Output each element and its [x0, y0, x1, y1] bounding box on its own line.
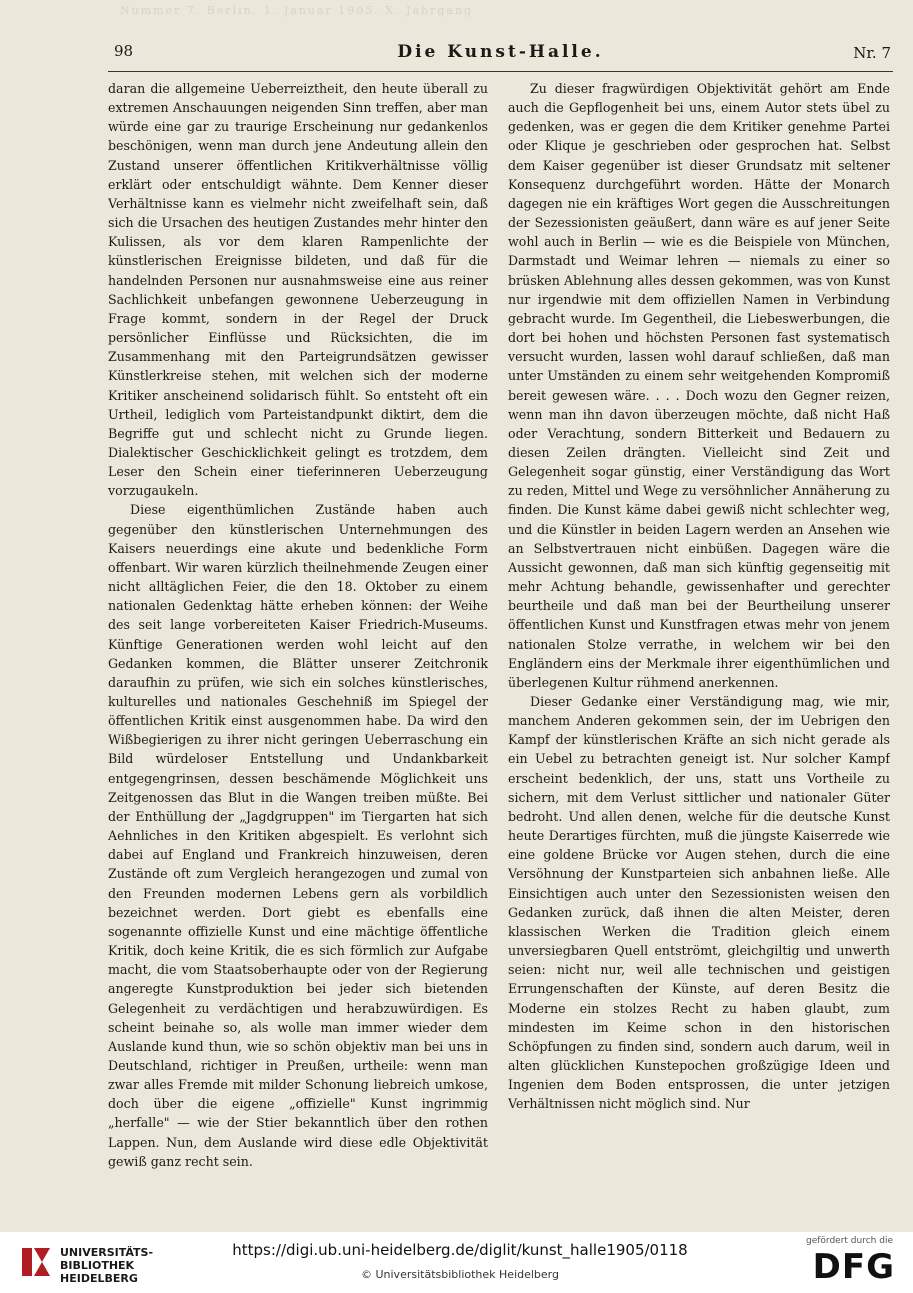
left-column [108, 79, 488, 1189]
issue-number: Nr. 7 [853, 44, 891, 62]
right-column [508, 79, 890, 1189]
bleed-through-text: Nummer 7. Berlin, 1. Januar 1905. X. Jahrgang [120, 4, 474, 17]
paragraph: daran die allgemeine Ueberreiztheit, den heute überall zu extremen Anschauungen neigenden Sinn treffen, aber man würde eine gar zu traurige Erscheinung nur gedankenlos beschönigen, wenn man durch jene Andeutung allein den Zustand unserer öffentlichen Kritikverhältnisse völlig erklärt oder entschuldigt wähnte. Dem Kenner dieser Verhältnisse kann es vielmehr nicht zweifelhaft sein, daß sich die Ursachen des heutigen Zustandes mehr hinter den Kulissen, als vor dem klaren Rampenlichte der künstlerischen Ereignisse bildeten, und daß für die handelnden Personen nur ausnahmsweise eine aus reiner Sachlichkeit unbefangen gewonnene Ueberzeugung in Frage kommt, sondern in der Regel der Druck persönlicher Einflüsse und Rücksichten, die im Zusammenhang mit den Parteigrundsätzen gewisser Künstlerkreise stehen, mit welchen sich der moderne Kritiker anscheinend solidarisch fühlt. So entsteht oft ein Urtheil, lediglich vom Parteistandpunkt diktirt, dem die Begriffe gut und schlecht nicht zu Grunde liegen. Dialektischer Geschicklichkeit gelingt es trotzdem, dem Leser den Schein einer tieferinneren Ueberzeugung vorzugaukeln. [108, 81, 488, 499]
library-emblem-icon [20, 1244, 56, 1280]
library-name-line: BIBLIOTHEK [60, 1259, 135, 1272]
dfg-wordmark: DFG [812, 1247, 895, 1287]
page-header [108, 40, 893, 70]
dfg-logo[interactable] [785, 1236, 895, 1290]
paragraph: Zu dieser fragwürdigen Objektivität gehört am Ende auch die Gepflogenheit bei uns, einem Autor stets übel zu gedenken, was er gegen die dem Kritiker genehme Partei oder Klique je geschrieben oder gesprochen hat. Selbst dem Kaiser gegenüber ist dieser Grundsatz mit seltener Konsequenz durchgeführt worden. Hätte der Monarch dagegen nie ein kräftiges Wort gegen die Ausschreitungen der Sezessionisten geäußert, dann wäre es auf jener Seite wohl auch in Berlin — wie es die Beispiele von München, Darmstadt und Weimar lehren — niemals zu einer so brüsken Ablehnung alles dessen gekommen, was von Kunst nur irgendwie mit dem offiziellen Namen in Verbindung gebracht wurde. Im Gegentheil, die Liebeswerbungen, die dort bei hohen und höchsten Personen fast systematisch versucht wurden, lassen wohl darauf schließen, daß man unter Umständen zu einem sehr weitgehenden Kompromiß bereit gewesen wäre. . . . Doch wozu den Gegner reizen, wenn man ihn davon überzeugen möchte, daß nicht Haß oder Verachtung, sondern Bitterkeit und Bedauern zu diesen Zeilen drängten. Vielleicht sind Zeit und Gelegenheit sogar günstig, einer Verständigung das Wort zu reden, Mittel und Wege zu versöhnlicher Annäherung zu finden. Die Kunst käme dabei gewiß nicht schlechter weg, und die Künstler in beiden Lagern werden an Ansehen wie an Selbstvertrauen nicht einbüßen. Dagegen wäre die Aussicht gewonnen, daß man sich künftig gegenseitig mit mehr Achtung behandle, gewissenhafter und gerechter beurtheile und daß man bei der Beurtheilung unserer öffentlichen Kunst und Kunstfragen etwas mehr von jenem nationalen Stolze verrathe, in welchem wir bei den Engländern eins der Merkmale ihrer eigenthümlichen und überlegenen Kultur rühmend anerkennen. [508, 81, 890, 690]
library-name-line: HEIDELBERG [60, 1272, 138, 1285]
library-name-line: UNIVERSITÄTS- [60, 1246, 154, 1259]
page-number: 98 [114, 42, 134, 60]
copyright-notice: © Universitätsbibliothek Heidelberg [360, 1268, 559, 1281]
running-title: Die Kunst-Halle. [397, 42, 604, 62]
permalink-url[interactable]: https://digi.ub.uni-heidelberg.de/diglit/kunst_halle1905/0118 [232, 1241, 688, 1259]
paragraph: Dieser Gedanke einer Verständigung mag, wie mir, manchem Anderen gekommen sein, der im Uebrigen den Kampf der künstlerischen Kräfte an sich nicht gerade als ein Uebel zu betrachten geneigt ist. Nur solcher Kampf erscheint bedenklich, der uns, statt uns Vortheile zu sichern, mit dem Verlust sittlicher und nationaler Güter bedroht. Und allen denen, welche für die deutsche Kunst heute Derartiges fürchten, muß die jüngste Kaiserrede wie eine goldene Brücke vor Augen stehen, durch die eine Versöhnung der Kunstparteien sich anbahnen ließe. Alle Einsichtigen auch unter den Sezessionisten weisen den Gedanken zurück, daß ihnen die alten Meister, deren klassischen Werken die Tradition gleich einem unversiegbaren Quell entströmt, gleichgiltig und unwerth seien: nicht nur, weil alle technischen und geistigen Errungenschaften der Künste, auf deren Besitz die Moderne ein stolzes Recht zu haben glaubt, zum mindesten im Keime schon in den historischen Schöpfungen zu finden sind, sondern auch darum, weil in alten glücklichen Kunstepochen großzügige Ideen und Ingenien dem Boden entsprossen, die unter jetzigen Verhältnissen nicht möglich sind. Nur [508, 694, 890, 1112]
paragraph: Diese eigenthümlichen Zustände haben auch gegenüber den künstlerischen Unternehmungen des Kaisers neuerdings eine akute und bedenkliche Form offenbart. Wir waren kürzlich theilnehmende Zeugen einer nicht alltäglichen Feier, die den 18. Oktober zu einem nationalen Gedenktag hätte erheben können: der Weihe des seit lange vorbereiteten Kaiser Friedrich-Museums. Künftige Generationen werden wohl leicht auf den Gedanken kommen, die Blätter unserer Zeitchronik daraufhin zu prüfen, wie sich ein solches künstlerisches, kulturelles und nationales Geschehniß im Spiegel der öffentlichen Kritik einst ausgenommen habe. Da wird den Wißbegierigen zu ihrer nicht geringen Ueberraschung ein Bild würdeloser Entstellung und Undankbarkeit entgegengrinsen, dessen beschämende Möglichkeit uns Zeitgenossen das Blut in die Wangen treiben müßte. Bei der Enthüllung der „Jagdgruppen" im Tiergarten hat sich Aehnliches in den Kritiken abgespielt. Es verlohnt sich dabei auf England und Frankreich hinzuweisen, deren Zustände oft zum Vergleich herangezogen und zumal von den Freunden modernen Lebens gern als vorbildlich bezeichnet werden. Dort giebt es ebenfalls eine sogenannte offizielle Kunst und eine mächtige öffentliche Kritik, doch keine Kritik, die es sich förmlich zur Aufgabe macht, die vom Staatsoberhaupte oder von der Regierung angeregte Kunstproduktion bei jeder sich bietenden Gelegenheit zu verdächtigen und herabzuwürdigen. Es scheint beinahe so, als wolle man immer wieder dem Auslande kund thun, wie so schön objektiv man bei uns in Deutschland, richtiger in Preußen, urtheile: wenn man zwar alles Fremde mit milder Schonung liebreich umkose, doch über die eigene „offizielle" Kunst ingrimmig „herfalle" — wie der Stier bekanntlich über den rothen Lappen. Nun, dem Auslande wird diese edle Objektivität gewiß ganz recht sein. [108, 502, 488, 1169]
library-name [60, 1246, 153, 1285]
header-rule [108, 71, 893, 72]
viewer-footer [0, 1232, 913, 1293]
funding-caption: gefördert durch die [806, 1236, 893, 1246]
university-library-logo[interactable] [20, 1244, 220, 1284]
